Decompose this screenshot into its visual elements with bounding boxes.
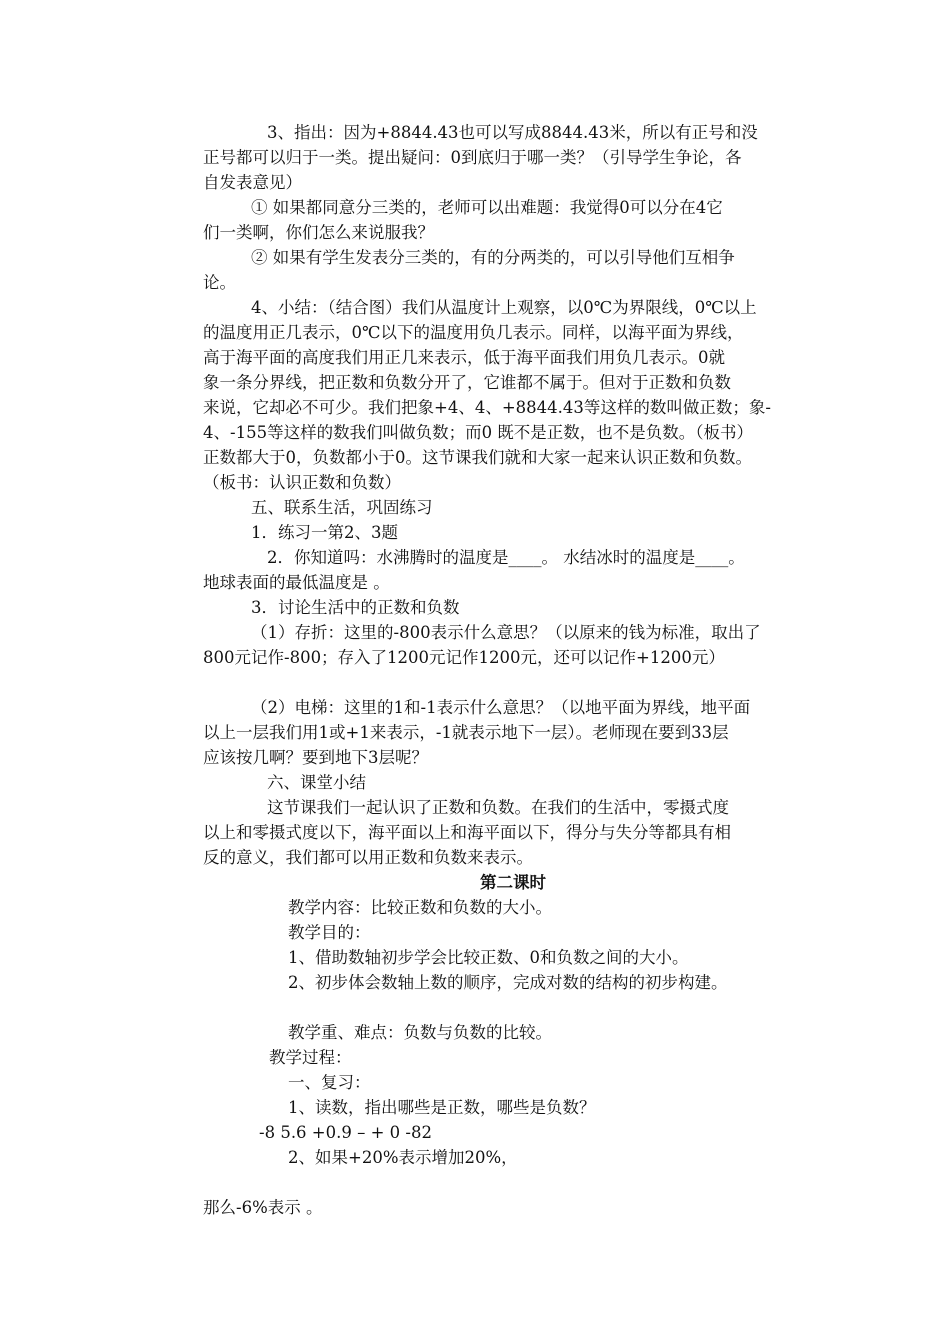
text-line: 教学过程：	[269, 1048, 352, 1067]
document-body	[203, 120, 823, 1220]
text-line: 来说，它却必不可少。我们把象+4、4、+8844.43等这样的数叫做正数；象-	[203, 398, 771, 417]
text-line	[203, 1170, 823, 1195]
text-line: 2、如果+20%表示增加20%，	[288, 1148, 518, 1167]
text-line: 地球表面的最低温度是 。	[203, 573, 390, 592]
text-line: 六、课堂小结	[267, 773, 366, 792]
text-line: 2、初步体会数轴上数的顺序，完成对数的结构的初步构建。	[288, 973, 728, 992]
text-line: 一、复习：	[288, 1073, 371, 1092]
text-line: 4、小结：（结合图）我们从温度计上观察，以0℃为界限线，0℃以上	[251, 298, 757, 317]
text-line: 教学内容：比较正数和负数的大小。	[288, 898, 552, 917]
text-line: -8 5.6 +0.9 – + 0 -82	[259, 1123, 432, 1142]
text-line	[203, 670, 823, 695]
text-line: （1）存折：这里的-800表示什么意思？（以原来的钱为标准，取出了	[251, 623, 761, 642]
text-line: 1、借助数轴初步学会比较正数、0和负数之间的大小。	[288, 948, 689, 967]
text-line: ① 如果都同意分三类的，老师可以出难题：我觉得0可以分在4它	[251, 198, 723, 217]
lesson-one-section	[203, 120, 823, 870]
text-line: 教学目的：	[288, 923, 371, 942]
text-line: 的温度用正几表示，0℃以下的温度用负几表示。同样，以海平面为界线，	[203, 323, 744, 342]
text-line: 象一条分界线，把正数和负数分开了，它谁都不属于。但对于正数和负数	[203, 373, 731, 392]
text-line: ② 如果有学生发表分三类的，有的分两类的，可以引导他们互相争	[251, 248, 735, 267]
text-line: 3、指出：因为+8844.43也可以写成8844.43米，所以有正号和没	[267, 123, 758, 142]
text-line: 应该按几啊？要到地下3层呢？	[203, 748, 428, 767]
section-title: 第二课时	[480, 873, 546, 892]
text-line	[203, 995, 823, 1020]
text-line: 论。	[203, 273, 236, 292]
text-line: 2．你知道吗：水沸腾时的温度是____。 水结冰时的温度是____。	[267, 548, 745, 567]
text-line: 这节课我们一起认识了正数和负数。在我们的生活中，零摄式度	[267, 798, 729, 817]
text-line: 们一类啊，你们怎么来说服我？	[203, 223, 434, 242]
text-line: 800元记作-800；存入了1200元记作1200元，还可以记作+1200元）	[203, 648, 725, 667]
text-line: 高于海平面的高度我们用正几来表示，低于海平面我们用负几表示。0就	[203, 348, 725, 367]
text-line: 以上一层我们用1或+1来表示，-1就表示地下一层）。老师现在要到33层	[203, 723, 729, 742]
text-line: 1、读数，指出哪些是正数，哪些是负数？	[288, 1098, 596, 1117]
text-line: 正号都可以归于一类。提出疑问：0到底归于哪一类？（引导学生争论，各	[203, 148, 742, 167]
text-line: 以上和零摄式度以下，海平面以上和海平面以下，得分与失分等都具有相	[203, 823, 731, 842]
text-line: 4、-155等这样的数我们叫做负数；而0 既不是正数，也不是负数。（板书）	[203, 423, 754, 442]
text-line: 正数都大于0，负数都小于0。这节课我们就和大家一起来认识正数和负数。	[203, 448, 752, 467]
lesson-two-section	[203, 895, 823, 1220]
text-line: 五、联系生活，巩固练习	[251, 498, 433, 517]
text-line: 自发表意见）	[203, 173, 302, 192]
text-line: 3．讨论生活中的正数和负数	[251, 598, 460, 617]
text-line: （板书：认识正数和负数）	[203, 473, 401, 492]
text-line: （2）电梯：这里的1和-1表示什么意思？（以地平面为界线，地平面	[251, 698, 751, 717]
text-line: 1．练习一第2、3题	[251, 523, 398, 542]
text-line: 反的意义，我们都可以用正数和负数来表示。	[203, 848, 533, 867]
text-line: 教学重、难点：负数与负数的比较。	[288, 1023, 552, 1042]
text-line: 那么-6%表示 。	[203, 1198, 323, 1217]
